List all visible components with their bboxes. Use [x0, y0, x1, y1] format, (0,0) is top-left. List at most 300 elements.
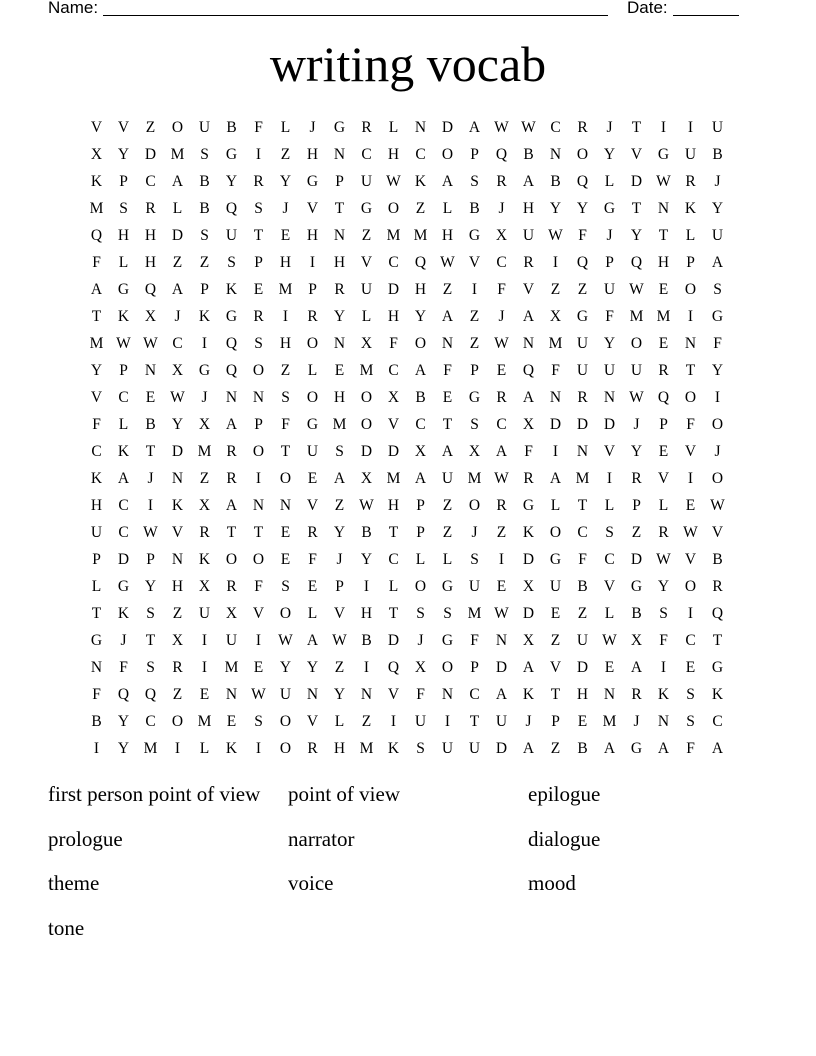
grid-letter: B	[145, 416, 156, 433]
grid-letter: T	[469, 713, 480, 730]
grid-letter: O	[414, 335, 427, 352]
worksheet-header	[48, 0, 748, 20]
grid-letter: K	[198, 551, 211, 568]
grid-letter: I	[309, 254, 316, 271]
grid-letter: H	[306, 146, 319, 163]
grid-letter: U	[630, 362, 643, 379]
grid-letter: A	[603, 740, 616, 757]
grid-letter: L	[442, 200, 453, 217]
grid-row	[83, 735, 731, 762]
grid-letter: V	[117, 119, 130, 136]
grid-letter: G	[657, 146, 670, 163]
grid-letter: E	[334, 362, 345, 379]
grid-row	[83, 438, 731, 465]
grid-letter: V	[306, 713, 319, 730]
grid-letter: I	[444, 713, 451, 730]
grid-letter: V	[684, 443, 697, 460]
grid-letter: E	[199, 686, 210, 703]
grid-letter: J	[201, 389, 208, 406]
grid-row	[83, 330, 731, 357]
grid-letter: B	[577, 740, 588, 757]
grid-letter: U	[603, 281, 616, 298]
grid-letter: S	[713, 281, 722, 298]
grid-letter: A	[495, 443, 508, 460]
grid-letter: R	[577, 119, 588, 136]
grid-letter: Q	[414, 254, 427, 271]
grid-letter: S	[200, 227, 209, 244]
word-bank-item: mood	[528, 871, 576, 895]
grid-letter: U	[279, 686, 292, 703]
grid-letter: Z	[469, 308, 480, 325]
grid-letter: X	[630, 632, 643, 649]
grid-letter: K	[171, 497, 184, 514]
word-bank-item: narrator	[288, 827, 355, 851]
grid-letter: F	[254, 119, 263, 136]
grid-letter: X	[387, 389, 400, 406]
grid-letter: A	[414, 470, 427, 487]
grid-letter: P	[551, 713, 560, 730]
grid-letter: M	[224, 659, 239, 676]
grid-letter: Z	[550, 740, 561, 757]
grid-row	[83, 492, 731, 519]
grid-letter: W	[494, 119, 509, 136]
grid-letter: I	[201, 632, 208, 649]
grid-row	[83, 168, 731, 195]
grid-letter: Q	[657, 389, 670, 406]
grid-letter: Q	[576, 254, 589, 271]
grid-letter: R	[226, 578, 237, 595]
grid-letter: R	[199, 524, 210, 541]
grid-letter: Z	[172, 605, 183, 622]
grid-letter: C	[550, 119, 561, 136]
grid-letter: R	[496, 497, 507, 514]
grid-row	[83, 195, 731, 222]
grid-letter: J	[417, 632, 424, 649]
grid-letter: R	[253, 173, 264, 190]
grid-letter: Y	[711, 200, 724, 217]
grid-letter: K	[225, 740, 238, 757]
grid-letter: V	[522, 281, 535, 298]
grid-letter: B	[91, 713, 102, 730]
grid-letter: O	[468, 497, 481, 514]
grid-letter: M	[359, 740, 374, 757]
grid-letter: L	[604, 173, 615, 190]
grid-row	[83, 303, 731, 330]
grid-letter: I	[363, 659, 370, 676]
grid-letter: V	[630, 146, 643, 163]
grid-letter: G	[225, 308, 238, 325]
grid-letter: L	[280, 119, 291, 136]
grid-letter: A	[441, 173, 454, 190]
grid-letter: O	[279, 605, 292, 622]
grid-letter: P	[686, 254, 695, 271]
grid-letter: X	[360, 335, 373, 352]
grid-letter: N	[414, 119, 427, 136]
grid-letter: S	[119, 200, 128, 217]
grid-letter: P	[146, 551, 155, 568]
grid-letter: O	[414, 578, 427, 595]
grid-letter: D	[495, 740, 508, 757]
grid-letter: E	[658, 335, 669, 352]
grid-letter: I	[552, 254, 559, 271]
grid-letter: X	[225, 605, 238, 622]
grid-letter: X	[360, 470, 373, 487]
grid-letter: N	[522, 335, 535, 352]
grid-letter: Y	[414, 308, 427, 325]
grid-letter: X	[171, 632, 184, 649]
grid-letter: F	[497, 281, 506, 298]
grid-letter: L	[658, 497, 669, 514]
grid-letter: I	[471, 281, 478, 298]
grid-letter: O	[171, 713, 184, 730]
grid-letter: I	[498, 551, 505, 568]
grid-letter: P	[335, 578, 344, 595]
grid-letter: C	[118, 389, 129, 406]
grid-letter: W	[170, 389, 185, 406]
grid-letter: F	[254, 578, 263, 595]
grid-letter: G	[225, 146, 238, 163]
grid-letter: B	[712, 146, 723, 163]
grid-letter: H	[387, 497, 400, 514]
grid-letter: N	[306, 686, 319, 703]
grid-letter: O	[684, 389, 697, 406]
grid-letter: V	[468, 254, 481, 271]
grid-letter: J	[309, 119, 316, 136]
grid-letter: A	[441, 308, 454, 325]
name-field-line	[103, 0, 608, 16]
grid-letter: W	[656, 551, 671, 568]
grid-letter: Z	[577, 281, 588, 298]
grid-letter: I	[201, 659, 208, 676]
grid-letter: H	[387, 308, 400, 325]
grid-letter: F	[524, 443, 533, 460]
grid-letter: Q	[630, 254, 643, 271]
grid-letter: W	[143, 335, 158, 352]
grid-letter: T	[253, 524, 264, 541]
grid-letter: O	[576, 146, 589, 163]
grid-letter: L	[361, 308, 372, 325]
grid-letter: S	[254, 335, 263, 352]
grid-letter: M	[89, 335, 104, 352]
grid-letter: L	[442, 551, 453, 568]
grid-letter: I	[201, 335, 208, 352]
grid-letter: J	[120, 632, 127, 649]
grid-letter: G	[117, 281, 130, 298]
grid-letter: F	[686, 740, 695, 757]
grid-letter: M	[89, 200, 104, 217]
grid-letter: A	[333, 470, 346, 487]
grid-letter: U	[522, 227, 535, 244]
grid-letter: Y	[306, 659, 319, 676]
grid-letter: N	[225, 686, 238, 703]
grid-letter: S	[200, 146, 209, 163]
grid-row	[83, 627, 731, 654]
grid-letter: Z	[442, 524, 453, 541]
grid-letter: E	[577, 713, 588, 730]
grid-letter: S	[686, 686, 695, 703]
grid-letter: Y	[333, 686, 346, 703]
grid-letter: V	[306, 497, 319, 514]
grid-letter: M	[278, 281, 293, 298]
grid-letter: P	[632, 497, 641, 514]
grid-letter: U	[360, 173, 373, 190]
grid-letter: V	[684, 551, 697, 568]
grid-letter: K	[90, 173, 103, 190]
grid-letter: S	[416, 740, 425, 757]
grid-letter: V	[603, 443, 616, 460]
grid-letter: M	[467, 605, 482, 622]
grid-letter: S	[470, 416, 479, 433]
grid-letter: K	[117, 605, 130, 622]
grid-letter: U	[441, 470, 454, 487]
grid-row	[83, 222, 731, 249]
grid-letter: T	[388, 605, 399, 622]
grid-letter: N	[684, 335, 697, 352]
grid-letter: Z	[145, 119, 156, 136]
grid-letter: G	[711, 308, 724, 325]
grid-letter: F	[578, 227, 587, 244]
grid-letter: X	[171, 362, 184, 379]
grid-letter: G	[522, 497, 535, 514]
page-title: writing vocab	[269, 36, 547, 92]
grid-letter: C	[685, 632, 696, 649]
grid-row	[83, 357, 731, 384]
grid-letter: X	[522, 578, 535, 595]
grid-letter: M	[467, 470, 482, 487]
grid-letter: E	[550, 605, 561, 622]
grid-letter: L	[388, 578, 399, 595]
grid-row	[83, 384, 731, 411]
grid-letter: M	[413, 227, 428, 244]
grid-letter: U	[603, 362, 616, 379]
grid-letter: Q	[576, 173, 589, 190]
grid-letter: F	[605, 308, 614, 325]
grid-letter: M	[197, 443, 212, 460]
grid-letter: D	[387, 281, 400, 298]
grid-letter: T	[334, 200, 345, 217]
grid-letter: W	[656, 173, 671, 190]
grid-letter: S	[470, 173, 479, 190]
grid-letter: Z	[550, 632, 561, 649]
grid-letter: I	[714, 389, 721, 406]
grid-letter: D	[495, 659, 508, 676]
grid-letter: W	[116, 335, 131, 352]
grid-letter: S	[146, 605, 155, 622]
grid-letter: U	[306, 443, 319, 460]
grid-letter: O	[306, 335, 319, 352]
grid-letter: L	[604, 605, 615, 622]
grid-row	[83, 681, 731, 708]
grid-letter: T	[577, 497, 588, 514]
grid-letter: M	[548, 335, 563, 352]
grid-letter: U	[711, 227, 724, 244]
grid-letter: O	[252, 551, 265, 568]
grid-letter: Z	[469, 335, 480, 352]
grid-letter: S	[335, 443, 344, 460]
grid-letter: O	[549, 524, 562, 541]
grid-letter: W	[629, 389, 644, 406]
grid-letter: V	[387, 686, 400, 703]
grid-letter: Q	[495, 146, 508, 163]
grid-letter: A	[522, 389, 535, 406]
grid-letter: E	[658, 443, 669, 460]
grid-letter: P	[119, 173, 128, 190]
grid-letter: O	[171, 119, 184, 136]
grid-letter: L	[604, 497, 615, 514]
grid-letter: D	[549, 416, 562, 433]
grid-letter: Y	[630, 443, 643, 460]
word-bank-item: tone	[48, 916, 85, 940]
grid-letter: N	[333, 335, 346, 352]
grid-letter: V	[252, 605, 265, 622]
grid-letter: L	[307, 362, 318, 379]
grid-letter: I	[687, 308, 694, 325]
grid-letter: E	[658, 281, 669, 298]
grid-letter: D	[171, 227, 184, 244]
grid-letter: X	[198, 578, 211, 595]
grid-letter: Y	[657, 578, 670, 595]
grid-letter: C	[712, 713, 723, 730]
grid-letter: I	[282, 308, 289, 325]
grid-letter: B	[577, 578, 588, 595]
grid-letter: I	[552, 443, 559, 460]
grid-letter: G	[198, 362, 211, 379]
grid-letter: A	[171, 173, 184, 190]
grid-letter: G	[441, 632, 454, 649]
grid-letter: F	[92, 686, 101, 703]
grid-letter: F	[92, 254, 101, 271]
grid-letter: B	[199, 173, 210, 190]
grid-letter: A	[441, 443, 454, 460]
grid-letter: R	[496, 173, 507, 190]
grid-letter: Y	[171, 416, 184, 433]
grid-letter: M	[575, 470, 590, 487]
grid-letter: U	[495, 713, 508, 730]
grid-letter: S	[605, 524, 614, 541]
grid-letter: W	[494, 470, 509, 487]
grid-letter: V	[171, 524, 184, 541]
grid-letter: T	[91, 605, 102, 622]
grid-row	[83, 411, 731, 438]
grid-letter: E	[685, 659, 696, 676]
grid-letter: H	[279, 335, 292, 352]
grid-letter: G	[333, 119, 346, 136]
grid-letter: Q	[225, 335, 238, 352]
grid-letter: O	[306, 389, 319, 406]
grid-letter: I	[687, 119, 694, 136]
grid-letter: N	[333, 227, 346, 244]
grid-letter: I	[147, 497, 154, 514]
grid-letter: U	[576, 362, 589, 379]
grid-letter: Y	[603, 335, 616, 352]
grid-letter: S	[686, 713, 695, 730]
grid-letter: C	[145, 713, 156, 730]
grid-letter: Z	[361, 227, 372, 244]
grid-letter: I	[606, 470, 613, 487]
grid-letter: D	[387, 443, 400, 460]
grid-letter: R	[658, 362, 669, 379]
grid-letter: W	[278, 632, 293, 649]
grid-letter: Z	[172, 686, 183, 703]
grid-letter: Q	[387, 659, 400, 676]
word-bank-item: prologue	[48, 827, 123, 851]
grid-letter: U	[468, 578, 481, 595]
grid-letter: R	[226, 443, 237, 460]
grid-row	[83, 600, 731, 627]
word-bank-item: dialogue	[528, 827, 601, 851]
grid-letter: W	[494, 605, 509, 622]
grid-letter: E	[442, 389, 453, 406]
grid-letter: W	[521, 119, 536, 136]
grid-letter: T	[442, 416, 453, 433]
grid-letter: R	[712, 578, 723, 595]
grid-letter: E	[307, 578, 318, 595]
grid-letter: S	[254, 200, 263, 217]
grid-letter: R	[496, 389, 507, 406]
grid-letter: I	[363, 578, 370, 595]
grid-letter: X	[522, 416, 535, 433]
grid-letter: D	[441, 119, 454, 136]
grid-letter: E	[280, 524, 291, 541]
grid-letter: S	[416, 605, 425, 622]
grid-letter: P	[119, 362, 128, 379]
word-bank-item: theme	[48, 871, 100, 895]
grid-letter: J	[471, 524, 478, 541]
grid-letter: W	[359, 497, 374, 514]
grid-letter: F	[713, 335, 722, 352]
grid-letter: D	[576, 659, 589, 676]
letter-grid	[83, 114, 731, 762]
grid-letter: T	[550, 686, 561, 703]
grid-letter: E	[253, 281, 264, 298]
grid-letter: P	[254, 416, 263, 433]
grid-letter: D	[522, 551, 535, 568]
grid-letter: A	[711, 254, 724, 271]
grid-letter: J	[525, 713, 532, 730]
grid-letter: T	[226, 524, 237, 541]
grid-letter: F	[578, 551, 587, 568]
grid-letter: Y	[225, 173, 238, 190]
grid-letter: U	[225, 227, 238, 244]
grid-letter: P	[335, 173, 344, 190]
word-bank-item: point of view	[288, 782, 400, 806]
grid-letter: P	[470, 146, 479, 163]
grid-letter: B	[523, 146, 534, 163]
grid-letter: G	[630, 578, 643, 595]
grid-letter: H	[144, 254, 157, 271]
grid-letter: E	[280, 551, 291, 568]
grid-letter: A	[522, 173, 535, 190]
grid-letter: F	[470, 632, 479, 649]
grid-letter: Z	[550, 281, 561, 298]
grid-letter: E	[685, 497, 696, 514]
grid-letter: B	[415, 389, 426, 406]
grid-letter: V	[90, 119, 103, 136]
grid-letter: G	[306, 416, 319, 433]
grid-letter: Z	[334, 497, 345, 514]
grid-row	[83, 573, 731, 600]
grid-letter: F	[92, 416, 101, 433]
grid-letter: V	[360, 254, 373, 271]
grid-letter: K	[414, 173, 427, 190]
grid-letter: L	[415, 551, 426, 568]
grid-letter: S	[659, 605, 668, 622]
grid-letter: X	[522, 632, 535, 649]
grid-letter: U	[90, 524, 103, 541]
grid-letter: X	[198, 497, 211, 514]
grid-letter: I	[255, 146, 262, 163]
grid-letter: Y	[711, 362, 724, 379]
